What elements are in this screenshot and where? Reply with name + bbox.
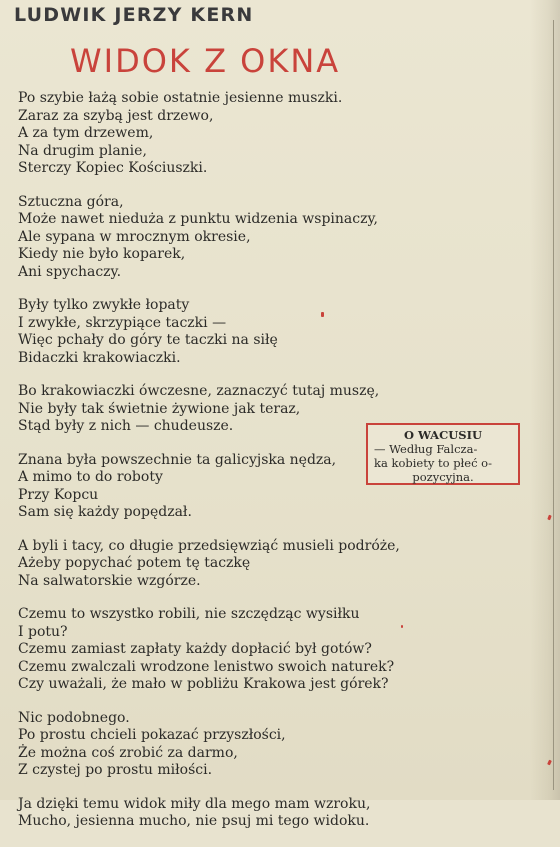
poem-line: Nie były tak świetnie żywione jak teraz, (18, 400, 301, 417)
stanza (18, 297, 398, 367)
stanza (18, 452, 398, 522)
print-speck (401, 625, 403, 628)
poem-line: Nic podobnego. (18, 709, 130, 726)
stanza (18, 710, 398, 780)
stanza (18, 90, 398, 178)
poem-line: A za tym drzewem, (18, 125, 154, 141)
poem-line: I zwykłe, skrzypiące taczki — (18, 314, 227, 331)
note-line: pozycyjna. (412, 470, 474, 484)
poem-line: Znana była powszechnie ta galicyjska nędza, (18, 451, 337, 468)
poem-line: Bo krakowiaczki ówczesne, zaznaczyć tutaj muszę, (18, 383, 380, 399)
stanza (18, 796, 398, 831)
stanza (18, 383, 398, 436)
poem-line: Czemu zwalczali wrodzone lenistwo swoich naturek? (18, 658, 395, 675)
author-name: LUDWIK JERZY KERN (14, 4, 254, 26)
poem-line: Ale sypana w mrocznym okresie, (18, 228, 251, 245)
poem-line: Mucho, jesienna mucho, nie psuj mi tego widoku. (18, 813, 370, 829)
note-line: — Według Falcza- (374, 442, 478, 456)
poem-line: Po prostu chcieli pokazać przyszłości, (18, 727, 286, 743)
poem-line: Czy uważali, że mało w pobliżu Krakowa jest górek? (18, 676, 389, 692)
sidebar-note-box (366, 423, 520, 485)
poem-line: Sztuczna góra, (18, 193, 124, 210)
poem-line: Czemu to wszystko robili, nie szczędząc wysiłku (18, 606, 360, 622)
poem-line: Stąd były z nich — chudeusze. (18, 418, 234, 434)
poem-line: Były tylko zwykłe łopaty (18, 297, 190, 313)
poem-line: Sam się każdy popędzał. (18, 504, 192, 520)
poem-line: Ażeby popychać potem tę taczkę (18, 555, 251, 571)
poem-line: Czemu zamiast zapłaty każdy dopłacić był gotów? (18, 641, 372, 657)
poem-line: Ja dzięki temu widok miły dla mego mam wzroku, (18, 795, 371, 812)
poem-line: Sterczy Kopiec Kościuszki. (18, 160, 208, 176)
poem-line: Więc pchały do góry te taczki na siłę (18, 332, 278, 348)
page-edge-shadow (530, 0, 560, 800)
stanza (18, 538, 398, 591)
poem-body (18, 90, 398, 847)
poem-line: Na salwatorskie wzgórze. (18, 572, 201, 589)
print-speck (321, 312, 324, 317)
note-line: ka kobiety to płeć o- (374, 456, 492, 470)
poem-line: Może nawet nieduża z punktu widzenia wspinaczy, (18, 211, 378, 227)
poem-line: Na drugim planie, (18, 142, 147, 159)
poem-line: Bidaczki krakowiaczki. (18, 349, 181, 366)
poem-line: Po szybie łażą sobie ostatnie jesienne muszki. (18, 90, 343, 106)
poem-line: Że można coś zrobić za darmo, (18, 744, 238, 761)
poem-line: I potu? (18, 623, 68, 640)
stanza (18, 606, 398, 694)
poem-line: Kiedy nie było koparek, (18, 246, 186, 262)
poem-line: A mimo to do roboty (18, 469, 163, 485)
poem-line: Z czystej po prostu miłości. (18, 762, 213, 778)
stanza (18, 194, 398, 282)
poem-title: WIDOK Z OKNA (70, 42, 341, 80)
poem-line: Przy Kopcu (18, 486, 99, 503)
poem-line: Zaraz za szybą jest drzewo, (18, 107, 214, 124)
note-title: O WACUSIU (403, 428, 483, 442)
column-rule (553, 20, 554, 790)
poem-line: A byli i tacy, co długie przedsięwziąć musieli podróże, (18, 537, 400, 554)
poem-line: Ani spychaczy. (18, 263, 122, 280)
